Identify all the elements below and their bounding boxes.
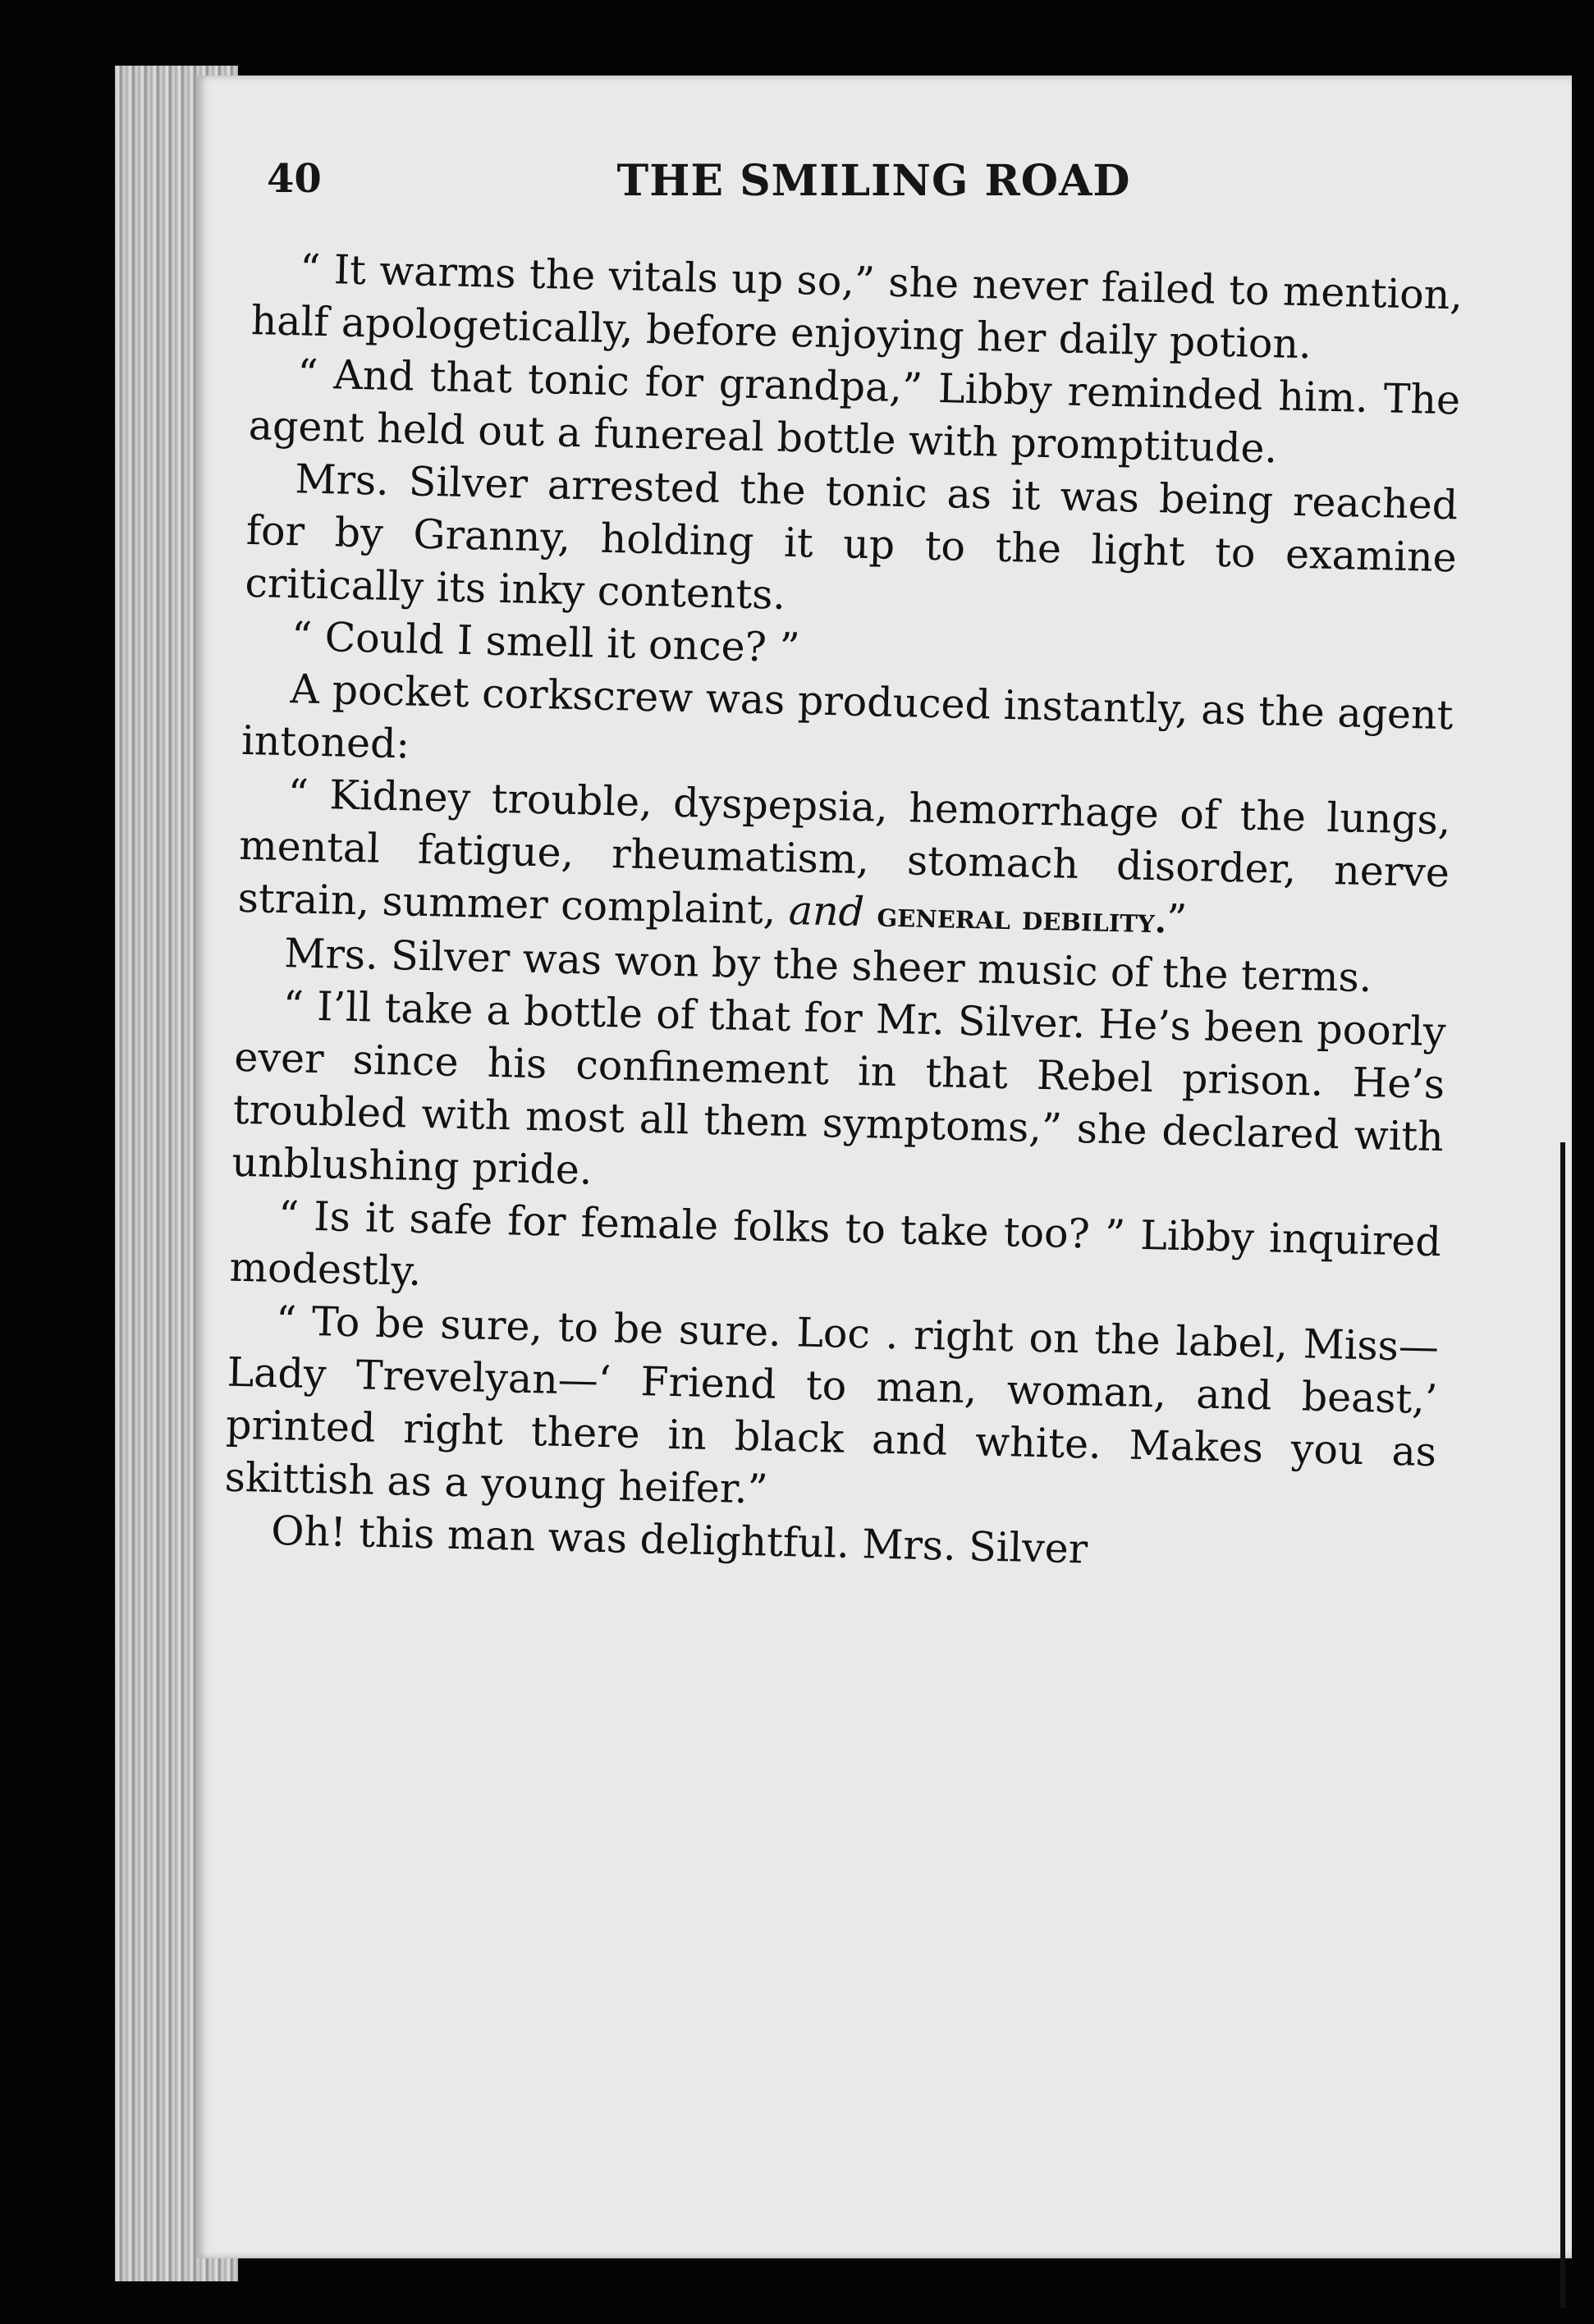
paragraph: Mrs. Silver was won by the sheer music of the terms. (283, 930, 1372, 1002)
paragraph: “ It warms the vitals up so,” she never failed to mention, half apologetically, before enjoying her daily potion. (250, 245, 1463, 368)
paragraph: “ And that tonic for grandpa,” Libby reminded him. The agent held out a funereal bottle with promptitude. (248, 350, 1461, 473)
margin-rule (1560, 1142, 1565, 2308)
paragraph: Mrs. Silver arrested the tonic as it was being reached for by Granny, holding it up to the light to examine critically its inky contents. (244, 455, 1459, 619)
page-header (267, 156, 1481, 222)
closing-quote: ” (1166, 895, 1188, 944)
paragraph: “ To be sure, to be sure. Loc . right on the label, Miss—Lady Trevelyan—‘ Friend to man, woman, and beast,’ printed right there in black and white. Makes you as skittish as a young heifer.” (224, 1297, 1440, 1513)
italic-word: and (788, 887, 865, 936)
paragraph: “ I’ll take a bottle of that for Mr. Silver. He’s been poorly ever since his confinement in that Rebel prison. He’s troubled with most all them symptoms,” she declared with unblushing pride. (231, 982, 1447, 1194)
paragraph: “ Could I smell it once? ” (291, 613, 801, 672)
paragraph: “ Is it safe for female folks to take too? ” Libby inquired modestly. (229, 1192, 1442, 1295)
paragraph: Oh! this man was delightful. Mrs. Silver (270, 1507, 1088, 1573)
small-caps-text: general debility. (876, 894, 1167, 941)
paragraph-text: “ Kidney trouble, dyspepsia, hemorrhage of the lungs, mental fatigue, rheumatism, stomach disorder, nerve strain, summer complaint, (237, 771, 1452, 935)
page-number: 40 (267, 156, 322, 202)
page-body (223, 242, 1463, 1584)
running-head: THE SMILING ROAD (616, 156, 1131, 206)
paragraph-symptoms (237, 767, 1451, 954)
paragraph: A pocket corkscrew was produced instantly, as the agent intoned: (240, 666, 1454, 768)
